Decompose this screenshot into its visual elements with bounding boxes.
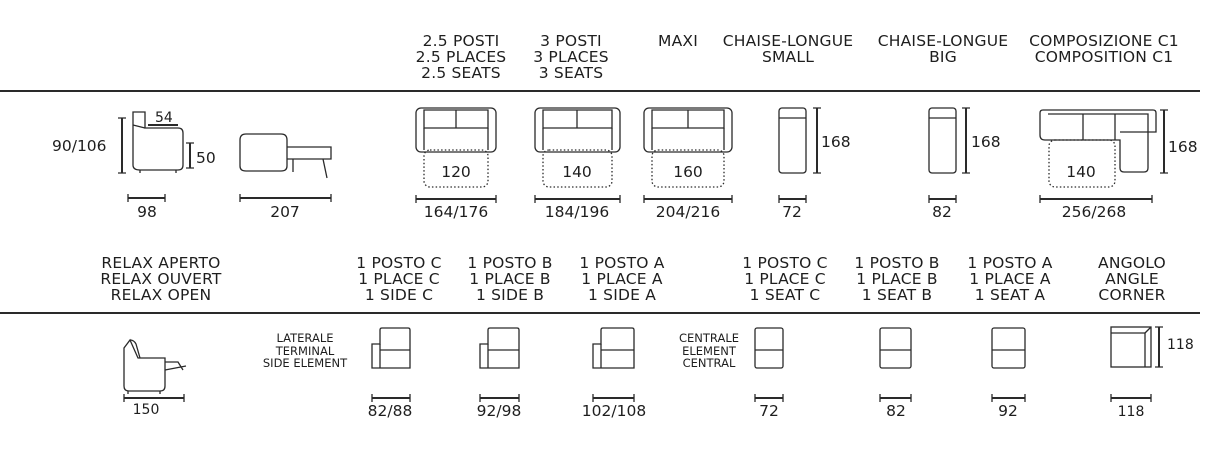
chaise-big-icon (929, 108, 956, 173)
header-corner: ANGOLO ANGLE CORNER (1098, 254, 1166, 304)
header-1-side-a: 1 POSTO A 1 PLACE A 1 SIDE A (579, 254, 665, 304)
dim-comp-width: 256/268 (1061, 203, 1127, 221)
dim-seat-c-width: 72 (759, 402, 779, 420)
header-1-seat-c: 1 POSTO C 1 PLACE C 1 SEAT C (742, 254, 828, 304)
header-composition-c1: COMPOSIZIONE C1 COMPOSITION C1 (1029, 32, 1179, 66)
label-side-element: LATERALE TERMINAL SIDE ELEMENT (262, 331, 348, 370)
header-1-side-c: 1 POSTO C 1 PLACE C 1 SIDE C (356, 254, 442, 304)
header-maxi: MAXI (658, 32, 698, 50)
header-1-side-b: 1 POSTO B 1 PLACE B 1 SIDE B (467, 254, 553, 304)
dim-side-seat-depth: 54 (155, 110, 173, 126)
dim-sofa-2-5-bed: 120 (441, 163, 471, 181)
dim-side-a-width: 102/108 (581, 402, 647, 420)
dim-comp-bed: 140 (1066, 163, 1096, 181)
chaise-small-icon (779, 108, 806, 173)
composition-c1-icon (1040, 110, 1156, 187)
dim-relax-width: 150 (132, 402, 160, 418)
header-3-seats: 3 POSTI 3 PLACES 3 SEATS (533, 32, 609, 82)
side-a-icon (593, 328, 634, 368)
bed-side-view-icon (240, 134, 331, 178)
dim-seat-b-width: 82 (886, 402, 906, 420)
dim-sofa-3-bed: 140 (562, 163, 592, 181)
side-c-icon (372, 328, 410, 368)
header-2-5-seats: 2.5 POSTI 2.5 PLACES 2.5 SEATS (415, 32, 507, 82)
corner-icon (1111, 327, 1151, 367)
dim-sofa-2-5-width: 164/176 (423, 203, 489, 221)
dim-comp-depth: 168 (1168, 138, 1198, 156)
dim-sofa-3-width: 184/196 (544, 203, 610, 221)
dim-chaise-small-depth: 168 (821, 133, 851, 151)
header-1-seat-b: 1 POSTO B 1 PLACE B 1 SEAT B (854, 254, 940, 304)
dim-corner-depth: 118 (1167, 337, 1194, 353)
dim-chaise-small-width: 72 (782, 203, 802, 221)
dim-side-b-width: 92/98 (476, 402, 522, 420)
seat-a-icon (992, 328, 1025, 368)
dim-side-seat-height: 50 (196, 149, 216, 167)
seat-c-icon (755, 328, 783, 368)
relax-open-icon (124, 340, 186, 394)
label-central-element: CENTRALE ELEMENT CENTRAL (679, 331, 739, 370)
header-1-seat-a: 1 POSTO A 1 PLACE A 1 SEAT A (967, 254, 1053, 304)
header-chaise-small: CHAISE-LONGUE SMALL (722, 32, 854, 66)
header-relax: RELAX APERTO RELAX OUVERT RELAX OPEN (100, 254, 222, 304)
dim-maxi-bed: 160 (673, 163, 703, 181)
side-b-icon (480, 328, 519, 368)
seat-b-icon (880, 328, 911, 368)
dim-corner-width: 118 (1117, 404, 1145, 420)
header-chaise-big: CHAISE-LONGUE BIG (877, 32, 1009, 66)
dim-chaise-big-width: 82 (932, 203, 952, 221)
dim-side-width: 98 (137, 203, 157, 221)
dim-seat-a-width: 92 (998, 402, 1018, 420)
dim-side-c-width: 82/88 (367, 402, 413, 420)
dim-bed-length: 207 (270, 203, 300, 221)
dim-side-height: 90/106 (52, 137, 107, 155)
dim-maxi-width: 204/216 (655, 203, 721, 221)
dim-chaise-big-depth: 168 (971, 133, 1001, 151)
